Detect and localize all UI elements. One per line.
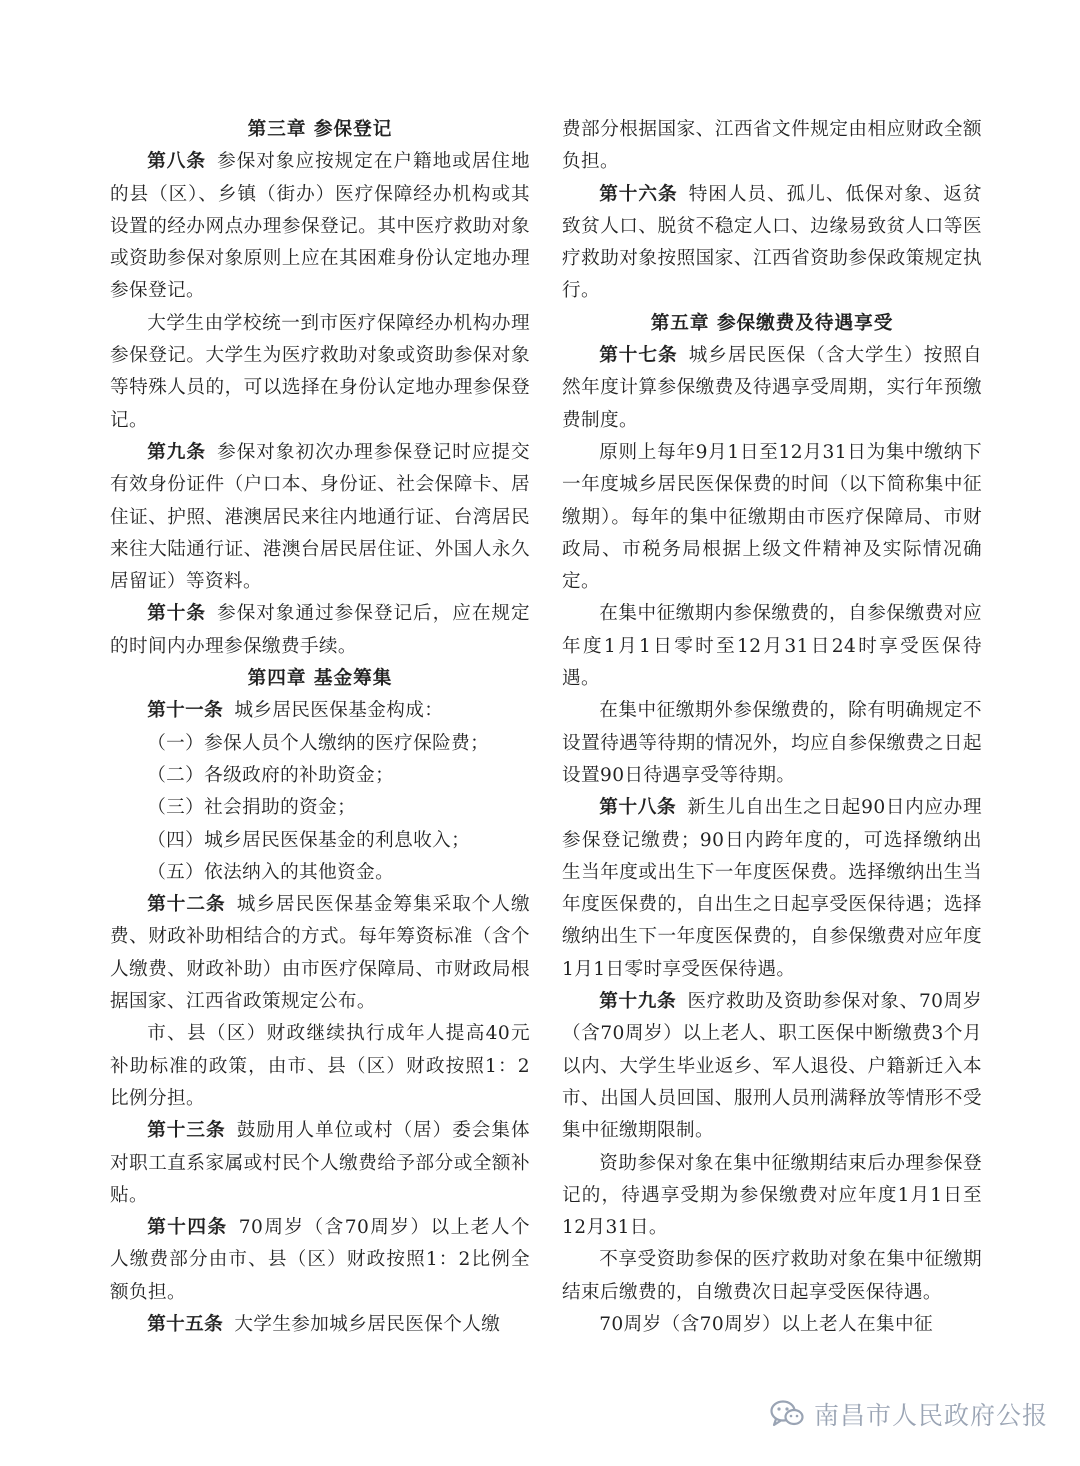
article-number: 第十七条: [599, 345, 678, 367]
article-number: 第十九条: [599, 991, 677, 1013]
article-text: 大学生参加城乡居民医保个人缴: [234, 1313, 501, 1335]
watermark: [770, 1396, 1048, 1432]
article-number: 第十八条: [599, 797, 677, 819]
list-item: （三）社会捐助的资金；: [147, 797, 357, 819]
article-paragraph: [110, 598, 530, 663]
list-item: （五）依法纳入的其他资金。: [147, 861, 395, 883]
paragraph: 原则上每年9月1日至12月31日为集中缴纳下一年度城乡居民医保保费的时间（以下简称集中征缴期）。每年的集中征缴期由市医疗保障局、市财政局、市税务局根据上级文件精神及实际情况确定。: [562, 441, 982, 593]
article-paragraph: [562, 986, 982, 1147]
list-item: （一）参保人员个人缴纳的医疗保险费；: [147, 732, 490, 754]
article-number: 第八条: [147, 151, 206, 173]
chapter-heading: 第四章 基金筹集: [247, 668, 393, 690]
article-paragraph: [110, 1212, 530, 1309]
left-column: [110, 114, 530, 1341]
article-paragraph: [562, 792, 982, 986]
paragraph: 大学生由学校统一到市医疗保障经办机构办理参保登记。大学生为医疗救助对象或资助参保对象等特殊人员的，可以选择在身份认定地办理参保登记。: [110, 312, 530, 431]
article-text: 鼓励用人单位或村（居）委会集体对职工直系家属或村民个人缴费给予部分或全额补贴。: [110, 1120, 530, 1206]
wechat-icon: [770, 1400, 804, 1428]
article-paragraph: [110, 146, 530, 307]
paragraph: 在集中征缴期内参保缴费的，自参保缴费对应年度1月1日零时至12月31日24时享受医保待遇。: [562, 603, 982, 690]
article-number: 第十二条: [147, 894, 226, 916]
article-paragraph: [110, 1115, 530, 1212]
article-paragraph: [110, 437, 530, 598]
article-text: 特困人员、孤儿、低保对象、返贫致贫人口、脱贫不稳定人口、边缘易致贫人口等医疗救助对象按照国家、江西省资助参保政策规定执行。: [562, 183, 982, 302]
watermark-text: 南昌市人民政府公报: [814, 1401, 1049, 1430]
chapter-heading: 第五章 参保缴费及待遇享受: [650, 312, 894, 334]
article-text: 参保对象初次办理参保登记时应提交有效身份证件（户口本、身份证、社会保障卡、居住证、护照、港澳居民来往内地通行证、台湾居民来往大陆通行证、港澳台居民居住证、外国人永久居留证）等资料。: [110, 441, 530, 593]
article-number: 第十一条: [147, 700, 224, 722]
paragraph: 市、县（区）财政继续执行成年人提高40元补助标准的政策，由市、县（区）财政按照1：2比例分担。: [110, 1023, 530, 1109]
article-text: 参保对象应按规定在户籍地或居住地的县（区）、乡镇（街办）医疗保障经办机构或其设置的经办网点办理参保登记。其中医疗救助对象或资助参保对象原则上应在其困难身份认定地办理参保登记。: [110, 151, 530, 302]
article-text: 城乡居民医保（含大学生）按照自然年度计算参保缴费及待遇享受周期，实行年预缴费制度。: [562, 345, 982, 431]
article-text: 70周岁（含70周岁）以上老人个人缴费部分由市、县（区）财政按照1：2比例全额负担。: [110, 1217, 530, 1303]
article-text: 城乡居民医保基金构成：: [234, 700, 444, 722]
article-number: 第九条: [147, 441, 206, 463]
article-text: 参保对象通过参保登记后，应在规定的时间内办理参保缴费手续。: [110, 603, 530, 657]
list-item: （四）城乡居民医保基金的利息收入；: [147, 829, 471, 851]
list-item: （二）各级政府的补助资金；: [147, 764, 395, 786]
continued-paragraph: 费部分根据国家、江西省文件规定由相应财政全额负担。: [562, 119, 982, 173]
article-paragraph: [110, 889, 530, 1018]
paragraph: 不享受资助参保的医疗救助对象在集中征缴期结束后缴费的，自缴费次日起享受医保待遇。: [562, 1249, 982, 1303]
article-text: 新生儿自出生之日起90日内应办理参保登记缴费；90日内跨年度的，可选择缴纳出生当年度或出生下一年度医保费。选择缴纳出生当年度医保费的，自出生之日起享受医保待遇；选择缴纳出生下一年度医保费的，自参保缴费对应年度1月1日零时享受医保待遇。: [562, 797, 982, 980]
article-paragraph: [562, 340, 982, 437]
paragraph: 在集中征缴期外参保缴费的，除有明确规定不设置待遇等待期的情况外，均应自参保缴费之日起设置90日待遇享受等待期。: [562, 700, 982, 786]
paragraph: 70周岁（含70周岁）以上老人在集中征: [599, 1313, 934, 1335]
article-text: 医疗救助及资助参保对象、70周岁（含70周岁）以上老人、职工医保中断缴费3个月以内、大学生毕业返乡、军人退役、户籍新迁入本市、出国人员回国、服刑人员刑满释放等情形不受集中征缴期限制。: [562, 991, 982, 1142]
right-column: [562, 114, 982, 1341]
article-paragraph: [562, 179, 982, 308]
article-number: 第十条: [147, 603, 206, 625]
chapter-heading: 第三章 参保登记: [247, 119, 393, 140]
article-paragraph: [110, 1309, 530, 1341]
article-paragraph: [110, 695, 530, 727]
article-number: 第十四条: [147, 1217, 228, 1239]
article-number: 第十五条: [147, 1313, 224, 1335]
article-number: 第十三条: [147, 1120, 226, 1142]
paragraph: 资助参保对象在集中征缴期结束后办理参保登记的，待遇享受期为参保缴费对应年度1月1日至12月31日。: [562, 1152, 982, 1239]
article-text: 城乡居民医保基金筹集采取个人缴费、财政补助相结合的方式。每年筹资标准（含个人缴费、财政补助）由市医疗保障局、市财政局根据国家、江西省政策规定公布。: [110, 894, 530, 1013]
article-number: 第十六条: [599, 183, 678, 205]
